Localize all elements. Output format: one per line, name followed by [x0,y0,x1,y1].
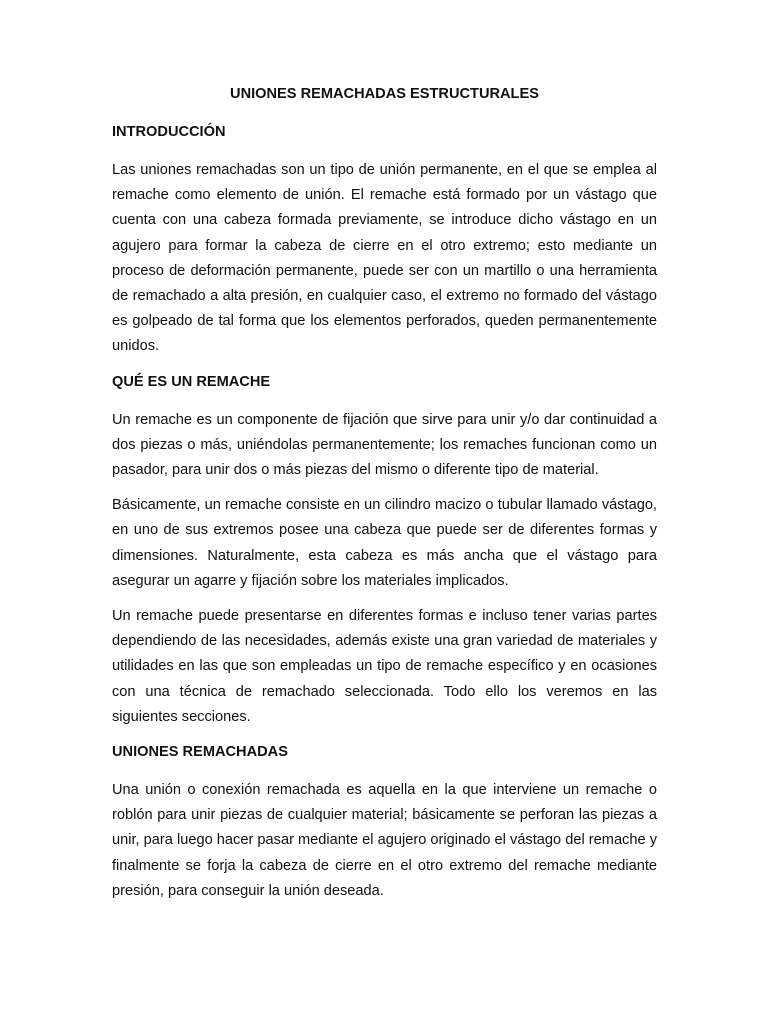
document-title: UNIONES REMACHADAS ESTRUCTURALES [230,86,539,102]
paragraph-definicion-remache: Un remache es un componente de fijación que sirve para unir y/o dar continuidad a dos piezas o más, uniéndolas permanentemente; los remaches funcionan como un pasador, para unir dos o más piezas del mismo o diferente tipo de material. [112,411,657,479]
paragraph-basicamente: Básicamente, un remache consiste en un cilindro macizo o tubular llamado vástago, en uno de sus extremos posee una cabeza que puede ser de diferentes formas y dimensiones. Naturalmente, esta cabeza es más ancha que el vástago para asegurar un agarre y fijación sobre los materiales implicados. [112,497,657,589]
paragraph-introduccion: Las uniones remachadas son un tipo de unión permanente, en el que se emplea al remache como elemento de unión. El remache está formado por un vástago que cuenta con una cabeza formada previamente, se introduce dicho vástago en un agujero para formar la cabeza de cierre en el otro extremo; esto mediante un proceso de deformación permanente, puede ser con un martillo o una herramienta de remachado a alta presión, en cualquier caso, el extremo no formado del vástago es golpeado de tal forma que los elementos perforados, queden permanentemente unidos. [112,162,657,355]
section-heading-uniones-remachadas: UNIONES REMACHADAS [112,744,288,761]
paragraph-formas-remache: Un remache puede presentarse en diferentes formas e incluso tener varias partes dependiendo de las necesidades, además existe una gran variedad de materiales y utilidades en las que son empleadas un tipo de remache específico y en ocasiones con una técnica de remachado seleccionada. Todo ello los veremos en las siguientes secciones. [112,608,657,725]
section-heading-que-es-un-remache: QUÉ ES UN REMACHE [112,373,271,390]
section-heading-introduccion: INTRODUCCIÓN [112,124,226,140]
paragraph-union-remachada: Una unión o conexión remachada es aquella en la que interviene un remache o roblón para unir piezas de cualquier material; básicamente se perforan las piezas a unir, para luego hacer pasar mediante el agujero originado el vástago del remache y finalmente se forja la cabeza de cierre en el otro extremo del remache mediante presión, para conseguir la unión deseada. [112,782,657,899]
